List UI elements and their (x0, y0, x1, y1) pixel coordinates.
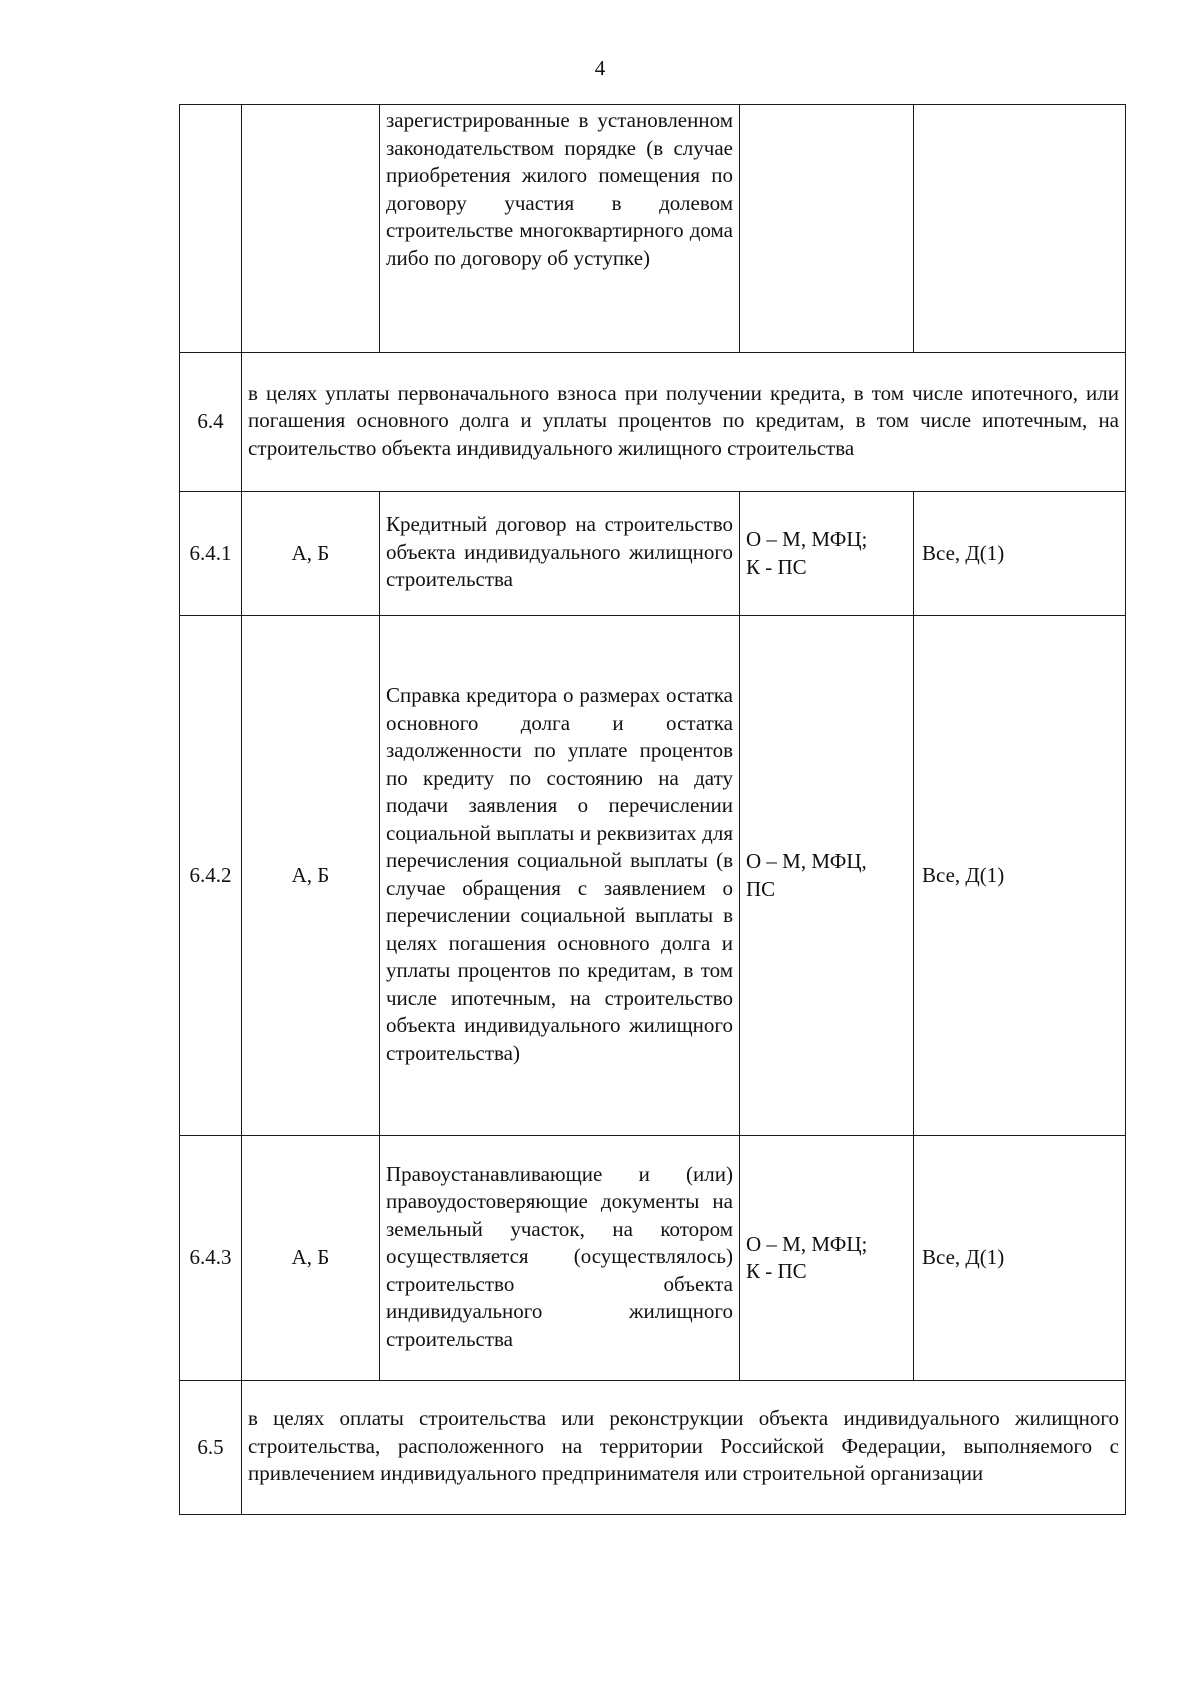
row-number-cell: 6.4.1 (180, 492, 242, 616)
category-cell: А, Б (242, 616, 380, 1136)
row-number-cell: 6.4.2 (180, 616, 242, 1136)
submission-cell: О – М, МФЦ; К - ПС (740, 492, 914, 616)
section-number-cell: 6.4 (180, 353, 242, 492)
section-row-6-4 (180, 353, 1126, 492)
table-row-6-4-2 (180, 616, 1126, 1136)
applicants-cell (914, 105, 1126, 353)
table-row-6-4-1 (180, 492, 1126, 616)
submission-cell: О – М, МФЦ; К - ПС (740, 1136, 914, 1381)
applicants-cell: Все, Д(1) (914, 492, 1126, 616)
section-description-cell: в целях оплаты строительства или реконструкции объекта индивидуального жилищного строительства, расположенного на территории Российской Федерации, выполняемого с привлечением индивидуального предпринимателя или строительной организации (242, 1381, 1126, 1515)
submission-cell (740, 105, 914, 353)
category-cell (242, 105, 380, 353)
row-number-cell (180, 105, 242, 353)
applicants-cell: Все, Д(1) (914, 616, 1126, 1136)
table-row-continuation (180, 105, 1126, 353)
section-description-cell: в целях уплаты первоначального взноса при получении кредита, в том числе ипотечного, или погашения основного долга и уплаты процентов по кредитам, в том числе ипотечным, на строительство объекта индивидуального жилищного строительства (242, 353, 1126, 492)
category-cell: А, Б (242, 1136, 380, 1381)
section-row-6-5 (180, 1381, 1126, 1515)
category-cell: А, Б (242, 492, 380, 616)
submission-cell: О – М, МФЦ, ПС (740, 616, 914, 1136)
page-number: 4 (594, 56, 606, 80)
table-row-6-4-3 (180, 1136, 1126, 1381)
row-number-cell: 6.4.3 (180, 1136, 242, 1381)
documents-table (179, 104, 1126, 1515)
applicants-cell: Все, Д(1) (914, 1136, 1126, 1381)
document-cell: Правоустанавливающие и (или) правоудостоверяющие документы на земельный участок, на котором осуществляется (осуществлялось) строительство объекта индивидуального жилищного строительства (380, 1136, 740, 1381)
document-cell: Кредитный договор на строительство объекта индивидуального жилищного строительства (380, 492, 740, 616)
document-cell: зарегистрированные в установленном законодательством порядке (в случае приобретения жилого помещения по договору участия в долевом строительстве многоквартирного дома либо по договору об уступке) (380, 105, 740, 353)
document-cell: Справка кредитора о размерах остатка основного долга и остатка задолженности по уплате процентов по кредиту по состоянию на дату подачи заявления о перечислении социальной выплаты и реквизитах для перечисления социальной выплаты (в случае обращения с заявлением о перечислении социальной выплаты в целях погашения основного долга и уплаты процентов по кредитам, в том числе ипотечным, на строительство объекта индивидуального жилищного строительства) (380, 616, 740, 1136)
section-number-cell: 6.5 (180, 1381, 242, 1515)
